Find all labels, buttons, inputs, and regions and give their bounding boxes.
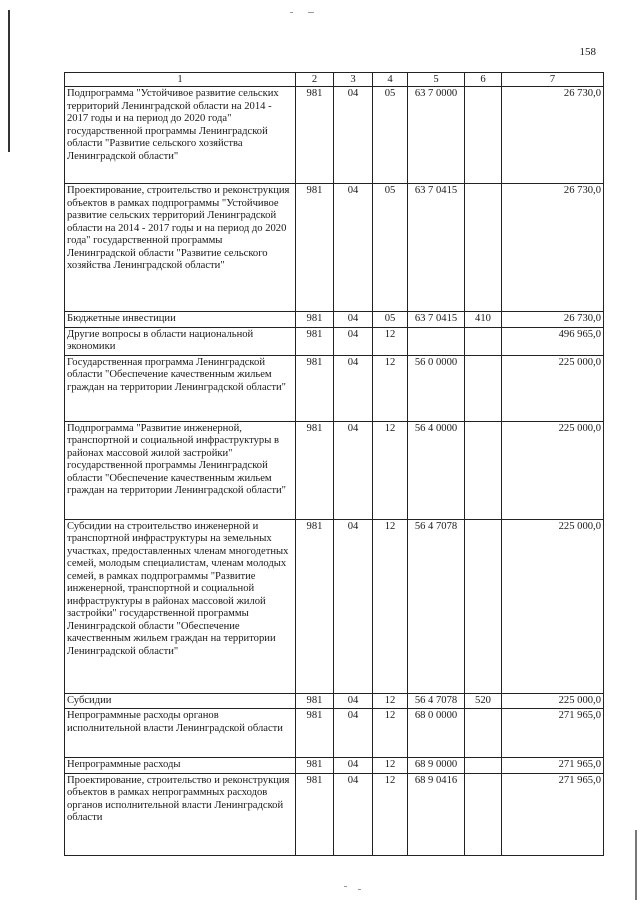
row-code-4: 05 — [373, 184, 408, 312]
row-code-5 — [408, 327, 465, 355]
row-code-2: 981 — [296, 87, 334, 184]
table-row — [65, 758, 604, 774]
scan-speck — [344, 886, 347, 887]
header-cell: 3 — [334, 73, 373, 87]
row-code-3: 04 — [334, 693, 373, 709]
row-code-5: 63 7 0000 — [408, 87, 465, 184]
row-code-5: 63 7 0415 — [408, 184, 465, 312]
table-row — [65, 773, 604, 855]
row-name: Проектирование, строительство и реконструкция объектов в рамках подпрограммы "Устойчивое развитие сельских территорий Ленинградской области на 2014 - 2017 годы и на период до 2020 года" государственной программы Ленинградской области "Развитие сельского хозяйства Ленинградской области" — [65, 184, 296, 312]
row-code-5: 56 4 0000 — [408, 421, 465, 519]
row-code-5: 56 4 7078 — [408, 519, 465, 693]
row-name: Непрограммные расходы органов исполнительной власти Ленинградской области — [65, 709, 296, 758]
row-code-5: 68 9 0416 — [408, 773, 465, 855]
table-row — [65, 355, 604, 421]
scan-speck — [290, 12, 293, 13]
row-code-4: 12 — [373, 355, 408, 421]
table-row — [65, 693, 604, 709]
budget-table — [64, 72, 604, 856]
row-code-3: 04 — [334, 87, 373, 184]
row-code-2: 981 — [296, 355, 334, 421]
row-name: Субсидии — [65, 693, 296, 709]
row-code-6 — [465, 184, 502, 312]
header-cell: 1 — [65, 73, 296, 87]
row-name: Бюджетные инвестиции — [65, 312, 296, 328]
row-code-6 — [465, 758, 502, 774]
table-row — [65, 327, 604, 355]
table-header-row — [65, 73, 604, 87]
row-code-4: 12 — [373, 327, 408, 355]
row-code-2: 981 — [296, 693, 334, 709]
row-code-3: 04 — [334, 421, 373, 519]
scan-edge-mark — [8, 10, 10, 152]
row-code-3: 04 — [334, 355, 373, 421]
row-code-6 — [465, 519, 502, 693]
table-row — [65, 87, 604, 184]
row-code-6 — [465, 355, 502, 421]
header-cell: 4 — [373, 73, 408, 87]
row-amount: 225 000,0 — [502, 355, 604, 421]
row-code-6 — [465, 87, 502, 184]
row-amount: 271 965,0 — [502, 773, 604, 855]
row-code-4: 12 — [373, 421, 408, 519]
row-code-6: 410 — [465, 312, 502, 328]
row-code-4: 05 — [373, 312, 408, 328]
row-code-2: 981 — [296, 327, 334, 355]
header-cell: 5 — [408, 73, 465, 87]
row-amount: 496 965,0 — [502, 327, 604, 355]
row-code-4: 12 — [373, 758, 408, 774]
row-code-2: 981 — [296, 519, 334, 693]
row-code-6 — [465, 709, 502, 758]
row-amount: 225 000,0 — [502, 519, 604, 693]
row-code-6 — [465, 327, 502, 355]
row-name: Государственная программа Ленинградской области "Обеспечение качественным жильем граждан на территории Ленинградской области" — [65, 355, 296, 421]
header-cell: 6 — [465, 73, 502, 87]
row-name: Подпрограмма "Устойчивое развитие сельских территорий Ленинградской области на 2014 - 2017 годы и на период до 2020 года" государственной программы Ленинградской области "Развитие сельского хозяйства Ленинградской области" — [65, 87, 296, 184]
table-row — [65, 184, 604, 312]
row-name: Подпрограмма "Развитие инженерной, транспортной и социальной инфраструктуры в районах массовой жилой застройки" государственной программы Ленинградской области "Обеспечение качественным жильем граждан на территории Ленинградской области" — [65, 421, 296, 519]
table-row — [65, 312, 604, 328]
row-code-5: 63 7 0415 — [408, 312, 465, 328]
row-amount: 26 730,0 — [502, 87, 604, 184]
row-code-4: 12 — [373, 519, 408, 693]
row-code-5: 56 4 7078 — [408, 693, 465, 709]
row-code-4: 12 — [373, 709, 408, 758]
row-code-3: 04 — [334, 773, 373, 855]
row-code-3: 04 — [334, 519, 373, 693]
row-code-3: 04 — [334, 709, 373, 758]
row-name: Проектирование, строительство и реконструкция объектов в рамках непрограммных расходов органов исполнительной власти Ленинградской области — [65, 773, 296, 855]
table-row — [65, 709, 604, 758]
row-code-5: 56 0 0000 — [408, 355, 465, 421]
row-amount: 225 000,0 — [502, 693, 604, 709]
page-number: 158 — [579, 46, 596, 58]
row-code-3: 04 — [334, 758, 373, 774]
row-code-6: 520 — [465, 693, 502, 709]
row-code-3: 04 — [334, 327, 373, 355]
table-row — [65, 421, 604, 519]
row-code-4: 12 — [373, 773, 408, 855]
row-code-2: 981 — [296, 773, 334, 855]
row-code-2: 981 — [296, 312, 334, 328]
row-amount: 26 730,0 — [502, 184, 604, 312]
table-row — [65, 519, 604, 693]
scan-edge-mark-right — [635, 830, 637, 900]
row-name: Другие вопросы в области национальной экономики — [65, 327, 296, 355]
row-code-4: 12 — [373, 693, 408, 709]
row-amount: 225 000,0 — [502, 421, 604, 519]
row-code-5: 68 0 0000 — [408, 709, 465, 758]
header-cell: 7 — [502, 73, 604, 87]
row-amount: 26 730,0 — [502, 312, 604, 328]
row-code-5: 68 9 0000 — [408, 758, 465, 774]
scan-speck — [308, 12, 314, 13]
row-code-2: 981 — [296, 758, 334, 774]
row-amount: 271 965,0 — [502, 758, 604, 774]
row-name: Непрограммные расходы — [65, 758, 296, 774]
row-code-2: 981 — [296, 709, 334, 758]
row-name: Субсидии на строительство инженерной и транспортной инфраструктуры на земельных участках, предоставленных членам многодетных семей, молодым специалистам, членам молодых семей, в рамках подпрограммы "Развитие инженерной, транспортной и социальной инфраструктуры в районах массовой жилой застройки" государственной программы Ленинградской области "Обеспечение качественным жильем граждан на территории Ленинградской области" — [65, 519, 296, 693]
row-code-2: 981 — [296, 421, 334, 519]
scan-speck — [358, 889, 361, 890]
row-code-4: 05 — [373, 87, 408, 184]
row-code-6 — [465, 773, 502, 855]
row-code-3: 04 — [334, 184, 373, 312]
row-code-6 — [465, 421, 502, 519]
row-code-2: 981 — [296, 184, 334, 312]
row-code-3: 04 — [334, 312, 373, 328]
row-amount: 271 965,0 — [502, 709, 604, 758]
header-cell: 2 — [296, 73, 334, 87]
